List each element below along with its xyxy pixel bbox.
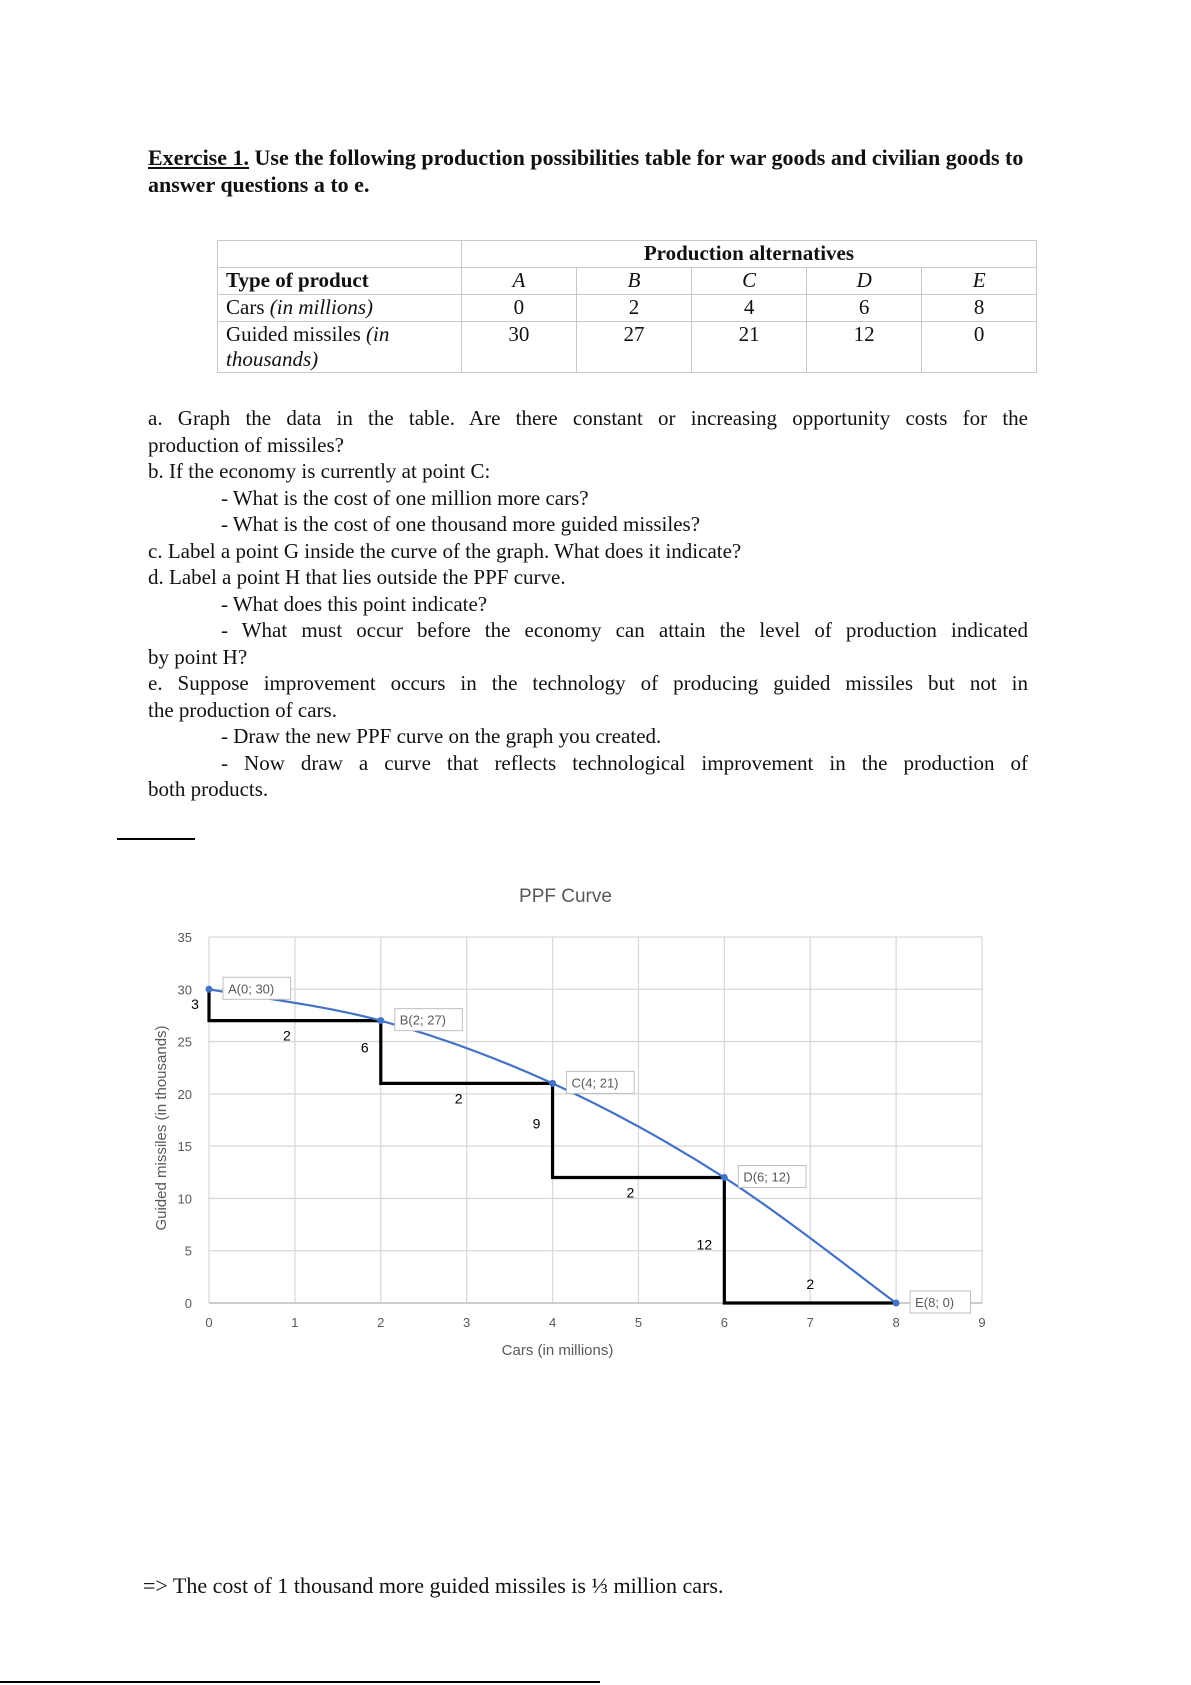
question-d1: - What does this point indicate? [221,591,488,616]
step-label: 3 [191,995,199,1012]
cell: 0 [922,322,1037,373]
table-row [218,322,1037,373]
question-a: a. Graph the data in the table. Are there constant or increasing opportunity costs for the [148,406,1028,430]
y-tick-label: 35 [177,930,192,945]
x-tick-label: 5 [634,1315,643,1330]
y-tick-label: 5 [184,1243,192,1259]
data-label: E(8; 0) [915,1295,955,1310]
question-e5: both products. [148,777,269,801]
table-group-header-row [218,241,1037,268]
cell: 0 [461,295,576,322]
column-header: C [692,268,807,295]
group-header: Production alternatives [461,241,1036,268]
footnote-rule [0,1681,600,1683]
y-tick-label: 10 [177,1191,192,1207]
x-tick-label: 0 [205,1315,213,1330]
step-label: 9 [532,1115,541,1132]
row-header: Type of product [218,268,462,295]
y-tick-label: 25 [177,1034,192,1050]
table-header-row [218,268,1037,295]
data-point-marker [377,1017,384,1024]
step-label: 2 [806,1276,815,1292]
data-label: C(4; 21) [571,1075,619,1091]
question-b2: - What is the cost of one thousand more guided missiles? [221,512,701,536]
row-label: Cars (in millions) [218,295,462,322]
cell: 30 [461,322,576,373]
exercise-title [148,144,1048,198]
step-label: 2 [626,1184,635,1201]
separator-line [117,838,195,840]
cell: 8 [922,295,1037,322]
questions [148,405,1028,803]
column-header: B [576,268,691,295]
data-point-marker [206,986,213,993]
question-e4: - Now draw a curve that reflects technological improvement in the production of [221,750,1028,775]
cell: 27 [576,322,691,373]
x-axis-label: Cars (in millions) [501,1342,614,1359]
step-label: 6 [360,1039,369,1056]
cell: 4 [692,295,807,322]
question-b: b. If the economy is currently at point C: [148,459,491,483]
x-tick-label: 1 [291,1315,299,1330]
question-e3: - Draw the new PPF curve on the graph you created. [221,724,662,748]
question-e2: the production of cars. [148,697,337,722]
question-c: c. Label a point G inside the curve of the graph. What does it indicate? [148,538,742,563]
exercise-number: Exercise 1. [148,145,250,170]
question-e: e. Suppose improvement occurs in the technology of producing guided missiles but not in [148,671,1028,695]
x-tick-label: 8 [892,1315,900,1330]
y-axis-label: Guided missiles (in thousands) [153,1025,170,1231]
data-label: D(6; 12) [743,1169,791,1185]
x-tick-label: 4 [548,1315,557,1330]
column-header: E [922,268,1037,295]
step-label: 2 [454,1090,463,1107]
cell: 12 [807,322,922,373]
x-tick-label: 9 [978,1315,986,1330]
y-tick-label: 0 [184,1296,192,1311]
column-header: D [807,268,922,295]
step-label: 12 [696,1236,713,1253]
data-label: A(0; 30) [228,981,275,997]
cell: 2 [576,295,691,322]
exercise-instruction: Use the following production possibilities table for war goods and civilian goods to answer questions a to e. [148,145,1024,197]
x-tick-label: 6 [720,1315,728,1330]
answer-text: => The cost of 1 thousand more guided missiles is ⅓ million cars. [143,1573,724,1598]
x-tick-label: 3 [463,1315,471,1330]
y-tick-label: 30 [177,982,192,998]
y-tick-label: 20 [177,1086,192,1102]
x-tick-label: 7 [806,1315,814,1330]
column-header: A [461,268,576,295]
step-label: 2 [282,1027,291,1044]
data-point-marker [721,1174,728,1181]
chart-title: PPF Curve [519,886,612,907]
question-a-cont: production of missiles? [148,432,344,457]
question-b1: - What is the cost of one million more cars? [221,485,589,510]
ppf-chart [140,880,1020,1370]
cell: 6 [807,295,922,322]
y-tick-label: 15 [177,1139,192,1155]
question-d3: by point H? [148,644,248,669]
x-tick-label: 2 [377,1315,385,1330]
cell: 21 [692,322,807,373]
ppf-chart-svg [140,880,1020,1370]
question-d2: - What must occur before the economy can attain the level of production indicated [221,618,1028,642]
data-label: B(2; 27) [399,1012,447,1028]
data-point-marker [549,1080,556,1087]
production-possibilities-table [217,240,1037,373]
table-row [218,295,1037,322]
question-d: d. Label a point H that lies outside the PPF curve. [148,565,566,589]
row-label: Guided missiles (in thousands) [218,322,462,373]
data-point-marker [893,1300,900,1307]
